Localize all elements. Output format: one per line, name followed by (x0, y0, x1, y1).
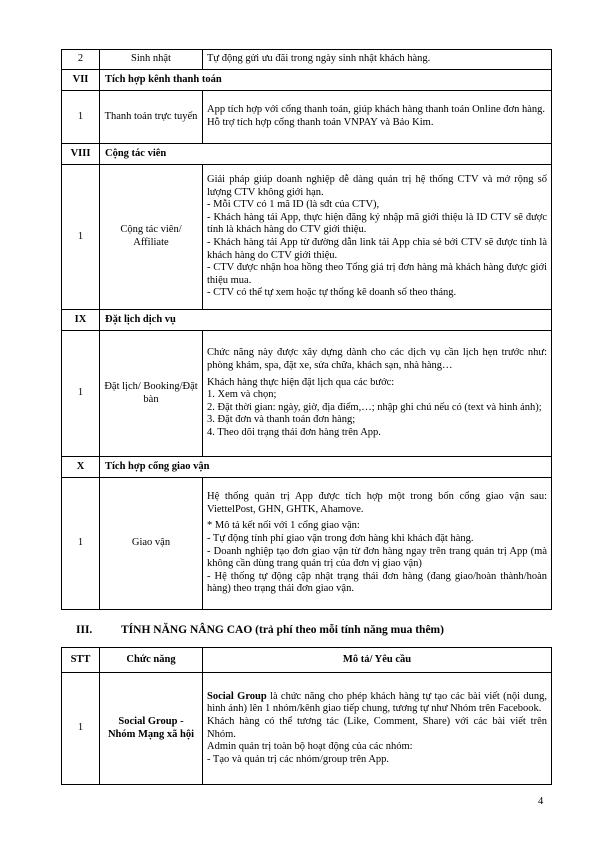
section-title: Tích hợp kênh thanh toán (100, 70, 552, 91)
description-line: - Doanh nghiệp tạo đơn giao vận từ đơn hàng ngay trên trang quản trị App (mà không cần dùng trang quản trị của đơn vị giao vận) (207, 545, 547, 570)
description-line: 4. Theo dõi trạng thái đơn hàng trên App. (207, 426, 381, 438)
description-line: Khách hàng thực hiện đặt lịch qua các bước: (207, 376, 395, 388)
description-cell (203, 478, 552, 610)
description-line: App tích hợp với cổng thanh toán, giúp khách hàng thanh toán Online đơn hàng. (207, 104, 546, 116)
description-line: - Khách hàng tải App từ đường dẫn link tải App chia sẻ bởi CTV sẽ được tính là khách hàng do CTV giới thiệu. (207, 237, 547, 261)
description-line: - Khách hàng tải App, thực hiện đăng ký nhập mã giới thiệu là ID CTV sẽ được tính là khách hàng do CTV giới thiệu. (207, 211, 547, 236)
stt-cell: 1 (62, 165, 100, 310)
features-table (61, 49, 552, 610)
stt-cell: 1 (62, 673, 100, 785)
section-number: VII (62, 70, 100, 91)
table-row (62, 331, 552, 457)
description-text: là chức năng cho phép khách hàng tự tạo các bài viết (nội dung, hình ảnh) lên 1 nhóm/kênh giao tiếp chung, tương tự như Nhóm trên Facebook. (207, 690, 547, 715)
table-row (62, 91, 552, 144)
section-title: Tích hợp cổng giao vận (100, 457, 552, 478)
section-heading-number: III. (76, 624, 93, 636)
description-line (207, 691, 547, 716)
feature-cell: Thanh toán trực tuyến (100, 91, 203, 144)
description-line: Hỗ trợ tích hợp cổng thanh toán VNPAY và Bảo Kim. (207, 117, 434, 128)
feature-cell: Sinh nhật (100, 50, 203, 70)
stt-cell: 2 (62, 50, 100, 70)
feature-keyword: Social Group (207, 690, 267, 702)
header-description: Mô tả/ Yêu cầu (203, 648, 552, 673)
section-title: Đặt lịch dịch vụ (100, 310, 552, 331)
section-number: IX (62, 310, 100, 331)
feature-name: Social Group - Nhóm Mạng xã hội (107, 715, 195, 740)
description-cell (203, 331, 552, 457)
section-heading-title: TÍNH NĂNG NÂNG CAO (trả phí theo mỗi tính năng mua thêm) (121, 624, 444, 636)
header-stt: STT (62, 648, 100, 673)
description-line: - CTV được nhận hoa hồng theo Tổng giá trị đơn hàng mà khách hàng được giới thiệu mua. (207, 262, 547, 286)
section-row (62, 310, 552, 331)
description-line: - CTV có thể tự xem hoặc tự thống kê doanh số theo tháng. (207, 287, 457, 299)
description-line: - Hệ thống tự động cập nhật trạng thái đơn hàng (đang giao/hoàn thành/hoàn hàng) theo trạng thái đơn giao vận. (207, 570, 547, 595)
description-line: Giải pháp giúp doanh nghiệp dễ dàng quản trị hệ thống CTV và mở rộng số lượng CTV không giới hạn. (207, 174, 547, 198)
description-line: 3. Đặt đơn và thanh toán đơn hàng; (207, 414, 356, 426)
stt-cell: 1 (62, 91, 100, 144)
table-header-row (62, 648, 552, 673)
section-row (62, 70, 552, 91)
section-number: X (62, 457, 100, 478)
description-cell (203, 673, 552, 785)
description-cell (203, 50, 552, 70)
description-line: Hệ thống quản trị App được tích hợp một trong bốn cổng giao vận sau: ViettelPost, GHN, GHTK, Ahamove. (207, 491, 547, 515)
section-title: Cộng tác viên (100, 144, 552, 165)
feature-cell: Cộng tác viên/ Affiliate (100, 165, 203, 310)
section-number: VIII (62, 144, 100, 165)
feature-cell (100, 673, 203, 785)
description-cell (203, 165, 552, 310)
table-row (62, 50, 552, 70)
description-line: - Mỗi CTV có 1 mã ID (là sđt của CTV), (207, 199, 380, 211)
section-row (62, 144, 552, 165)
advanced-features-table (61, 647, 552, 785)
description-line: Admin quản trị toàn bộ hoạt động của các nhóm: (207, 741, 413, 753)
description-line: - Tạo và quản trị các nhóm/group trên App. (207, 753, 390, 765)
description-line: Khách hàng có thể tương tác (Like, Comment, Share) với các bài viết trên Nhóm. (207, 715, 547, 740)
header-feature: Chức năng (100, 648, 203, 673)
description-line: 2. Đặt thời gian: ngày, giờ, địa điểm,…; nhập ghi chú nếu có (text và hình ảnh); (207, 401, 542, 413)
feature-cell: Giao vận (100, 478, 203, 610)
stt-cell: 1 (62, 478, 100, 610)
section-row (62, 457, 552, 478)
feature-cell: Đặt lịch/ Booking/Đặt bàn (100, 331, 203, 457)
description-line: Chức năng này được xây dựng dành cho các dịch vụ cần lịch hẹn trước như: phòng khám, spa, đặt xe, sửa chữa, khách sạn, nhà hàng… (207, 347, 547, 372)
description-line: - Tự động tính phí giao vận trong đơn hàng khi khách đặt hàng. (207, 532, 474, 544)
description-line: 1. Xem và chọn; (207, 389, 277, 401)
page-number: 4 (538, 796, 544, 807)
table-row (62, 673, 552, 785)
description-line: * Mô tả kết nối với 1 cổng giao vận: (207, 520, 360, 532)
table-row (62, 165, 552, 310)
table-row (62, 478, 552, 610)
description-cell (203, 91, 552, 144)
section-heading (76, 624, 444, 636)
stt-cell: 1 (62, 331, 100, 457)
description-line: Tự động gửi ưu đãi trong ngày sinh nhật khách hàng. (207, 53, 431, 65)
